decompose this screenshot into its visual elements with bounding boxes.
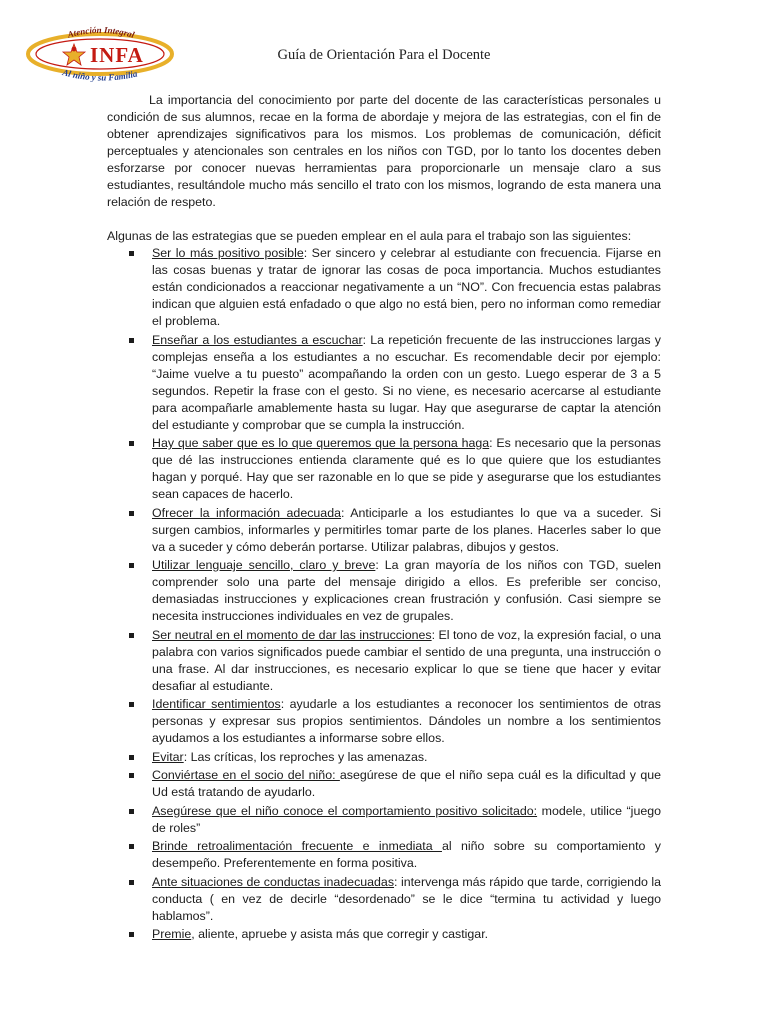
strategy-term: Enseñar a los estudiantes a escuchar: [152, 332, 363, 347]
square-bullet-icon: [129, 880, 134, 885]
intro-paragraph: La importancia del conocimiento por parte del docente de las características personales u condición de sus alumnos, recae en la forma de abordaje y mejora de las estrategias, con el fin de obtener aprendizajes significativos para los mismos. Los problemas de comunicación, déficit perceptuales y atencionales son centrales en los niños con TGD, por lo tanto los docentes deben esforzarse por conocer nuevas herramientas para proporcionarle un mensaje claro a sus estudiantes, resultándole mucho más sencillo el trato con los mismos, logrando de esta manera una relación de respeto.: [107, 93, 661, 209]
strategy-text: : Ser sincero y celebrar al estudiante con frecuencia. Fijarse en las cosas buenas y tratar de ignorar las cosas de poca importancia. Muchos estudiantes están condicionados a reaccionar negativamente a un “NO”. Con frecuencia estas palabras indican que alguien está enfadado o que algo no está bien, pero no informan como remediar el problema.: [152, 246, 661, 328]
strategy-text: , aliente, apruebe y asista más que corregir y castigar.: [191, 927, 489, 941]
square-bullet-icon: [129, 338, 134, 343]
strategy-text: : Es necesario que la personas que dé las instrucciones entienda claramente qué es lo que quiere que los estudiantes hagan y porqué. Hay que ser razonable en lo que se pide y asegurarse que los estudiantes sean capaces de hacerlo.: [152, 436, 661, 501]
strategies-list: [107, 245, 661, 943]
document-title: Guía de Orientación Para el Docente: [277, 47, 491, 63]
strategy-text: : intervenga más rápido que tarde, corrigiendo la conducta ( en vez de decirle “desordenado” se le dice “termina tu actividad y luego hablamos”.: [152, 874, 661, 923]
strategy-text: : Las críticas, los reproches y las amenazas.: [183, 749, 428, 764]
strategy-term: Asegúrese que el niño conoce el comportamiento positivo solicitado:: [152, 803, 538, 818]
strategy-term: Hay que saber que es lo que queremos que la persona haga: [152, 436, 490, 450]
square-bullet-icon: [129, 809, 134, 814]
strategy-term: Identificar sentimientos: [152, 697, 281, 711]
list-item: [152, 696, 661, 747]
square-bullet-icon: [129, 511, 134, 516]
strategy-text: : El tono de voz, la expresión facial, o una palabra con varios significados puede cambiar el sentido de una pregunta, una instrucción o una frase. Al dar instrucciones, es necesario explicar lo que se tiene que hacer y evitar desafiar al estudiante.: [152, 627, 661, 693]
strategy-term: Brinde retroalimentación frecuente e inmediata: [152, 839, 442, 853]
square-bullet-icon: [129, 441, 134, 446]
strategy-text: : ayudarle a los estudiantes a reconocer los sentimientos de otras personas y expresar sus propios sentimientos. Dándoles un nombre a los sentimientos ayudamos a los estudiantes a informarse sobre ellos.: [152, 697, 661, 745]
list-item: [152, 332, 661, 434]
strategy-text: : La gran mayoría de los niños con TGD, suelen comprender solo una parte del mensaje dirigido a ellos. Es preferible ser conciso, demasiadas instrucciones y explicaciones crean frustración y confusión. Casi siempre se necesita instrucciones individuales en vez de grupales.: [152, 558, 661, 623]
strategy-term: Premie: [152, 927, 192, 941]
strategy-term: Conviértase en el socio del niño:: [152, 768, 340, 782]
square-bullet-icon: [129, 773, 134, 778]
strategy-term: Ante situaciones de conductas inadecuadas: [152, 874, 395, 889]
square-bullet-icon: [129, 844, 134, 849]
strategy-term: Ser lo más positivo posible: [152, 246, 304, 260]
strategy-term: Ofrecer la información adecuada: [152, 505, 341, 520]
list-item: [152, 627, 661, 695]
strategy-text: asegúrese de que el niño sepa cuál es la dificultad y que Ud está tratando de ayudarlo.: [152, 768, 661, 799]
strategy-term: Utilizar lenguaje sencillo, claro y breve: [152, 558, 376, 572]
strategies-lead: Algunas de las estrategias que se pueden emplear en el aula para el trabajo son las siguientes:: [107, 229, 632, 243]
strategy-term: Evitar: [152, 749, 184, 764]
list-item: [152, 245, 661, 330]
list-item: [152, 767, 661, 801]
logo-brand: INFA: [90, 43, 144, 67]
list-item: [152, 435, 661, 503]
square-bullet-icon: [129, 932, 134, 937]
document-body: [107, 92, 661, 943]
list-item: [152, 749, 661, 766]
square-bullet-icon: [129, 251, 134, 256]
logo-arc-text: Atención Integral: [66, 24, 136, 40]
square-bullet-icon: [129, 633, 134, 638]
strategy-text: : La repetición frecuente de las instrucciones largas y complejas enseña a los estudiantes a no escuchar. Es recomendable decir por ejemplo: “Jaime vuelve a tu puesto” acompañando la orden con un gesto. Luego esperar de 3 a 5 segundos. Repetir la frase con el gesto. Si no viene, es necesario acercarse al estudiante para acompañarle amablemente hasta su lugar. Hay que asegurarse de captar la atención del estudiante y comprobar que se cumpla la instrucción.: [152, 332, 661, 432]
list-item: [152, 926, 661, 943]
square-bullet-icon: [129, 702, 134, 707]
list-item: [152, 803, 661, 837]
square-bullet-icon: [129, 563, 134, 568]
strategy-text: al niño sobre su comportamiento y desempeño. Preferentemente en forma positiva.: [152, 839, 661, 870]
strategy-term: Ser neutral en el momento de dar las instrucciones: [152, 627, 432, 642]
list-item: [152, 505, 661, 556]
list-item: [152, 557, 661, 625]
strategy-text: modele, utilice “juego de roles”: [152, 803, 662, 835]
list-item: [152, 838, 661, 872]
strategy-text: : Anticiparle a los estudiantes lo que va a suceder. Si surgen cambios, informarles y permitirles tomar parte de los planes. Hacerles saber lo que va a suceder y cómo deberán portarse. Utilizar palabras, dibujos y gestos.: [152, 505, 661, 554]
infa-logo: [22, 22, 178, 84]
logo-tagline: Al niño y su Familia: [61, 67, 139, 83]
square-bullet-icon: [129, 755, 134, 760]
list-item: [152, 874, 661, 925]
